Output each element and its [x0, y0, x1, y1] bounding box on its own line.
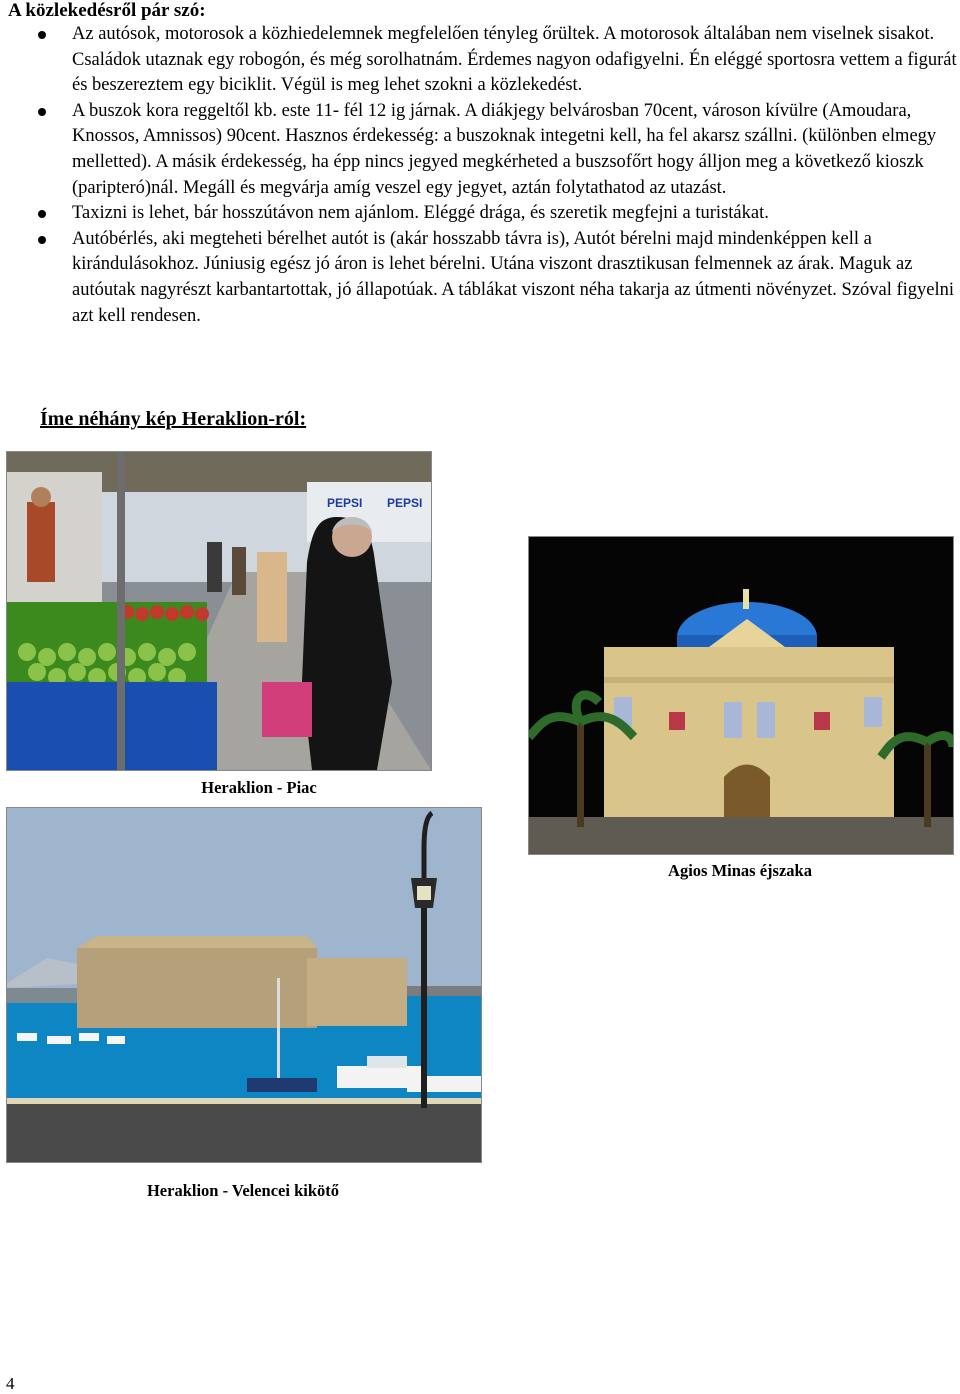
photos-section-title: Íme néhány kép Heraklion-ról: — [40, 408, 307, 430]
list-item — [0, 227, 958, 329]
list-item-text: Az autósok, motorosok a közhiedelemnek megfelelően tényleg őrültek. A motorosok általában nem viselnek sisakot. Családok utaznak egy robogón, és még sorolhatnám. Érdemes nagyon odafigyelni. Én eléggé sportosra vettem a figurát és beszereztem egy biciklit. Végül is meg lehet szokni a közlekedést. — [72, 24, 957, 96]
market-caption: Heraklion - Piac — [201, 778, 317, 797]
market-photo — [6, 451, 432, 771]
list-item — [0, 201, 958, 227]
section-heading: A közlekedésről pár szó: — [8, 0, 206, 21]
bullet-icon — [38, 236, 46, 244]
bullet-icon — [38, 108, 46, 116]
church-caption: Agios Minas éjszaka — [668, 861, 812, 880]
page-number: 4 — [6, 1374, 15, 1393]
pepsi-sign-1: PEPSI — [327, 496, 363, 510]
church-photo — [528, 536, 954, 855]
pepsi-sign-2: PEPSI — [387, 496, 423, 510]
bullet-icon — [38, 210, 46, 218]
bullet-icon — [38, 31, 46, 39]
list-item-text: Taxizni is lehet, bár hosszútávon nem ajánlom. Eléggé drága, és szeretik megfejni a turistákat. — [72, 203, 769, 224]
list-item — [0, 22, 958, 99]
harbor-photo — [6, 807, 482, 1163]
list-item — [0, 99, 958, 201]
bullet-list — [0, 22, 958, 329]
harbor-caption: Heraklion - Velencei kikötő — [146, 1181, 340, 1200]
list-item-text: Autóbérlés, aki megteheti bérelhet autót is (akár hosszabb távra is), Autót bérelni majd mindenképpen kell a kirándulásokhoz. Júniusig egész jó áron is lehet bérelni. Utána viszont drasztikusan felmennek az árak. Maguk az autóutak nagyrészt karbantartottak, jó állapotúak. A táblákat viszont néha takarja az útmenti növényzet. Szóval figyelni azt kell rendesen. — [72, 228, 955, 326]
list-item-text: A buszok kora reggeltől kb. este 11- fél 12 ig járnak. A diákjegy belvárosban 70cent, városon kívülre (Amoudara, Knossos, Amnissos) 90cent. Hasznos érdekesség: a buszoknak integetni kell, ha fel akarsz szállni. (különben elmegy melletted). A másik érdekesség, ha épp nincs jegyed megkérheted a buszsofőrt hogy álljon meg a következő kioszk (paripteró)nál. Megáll és megvárja amíg veszel egy jegyet, aztán folytathatod az utazást. — [72, 100, 937, 198]
